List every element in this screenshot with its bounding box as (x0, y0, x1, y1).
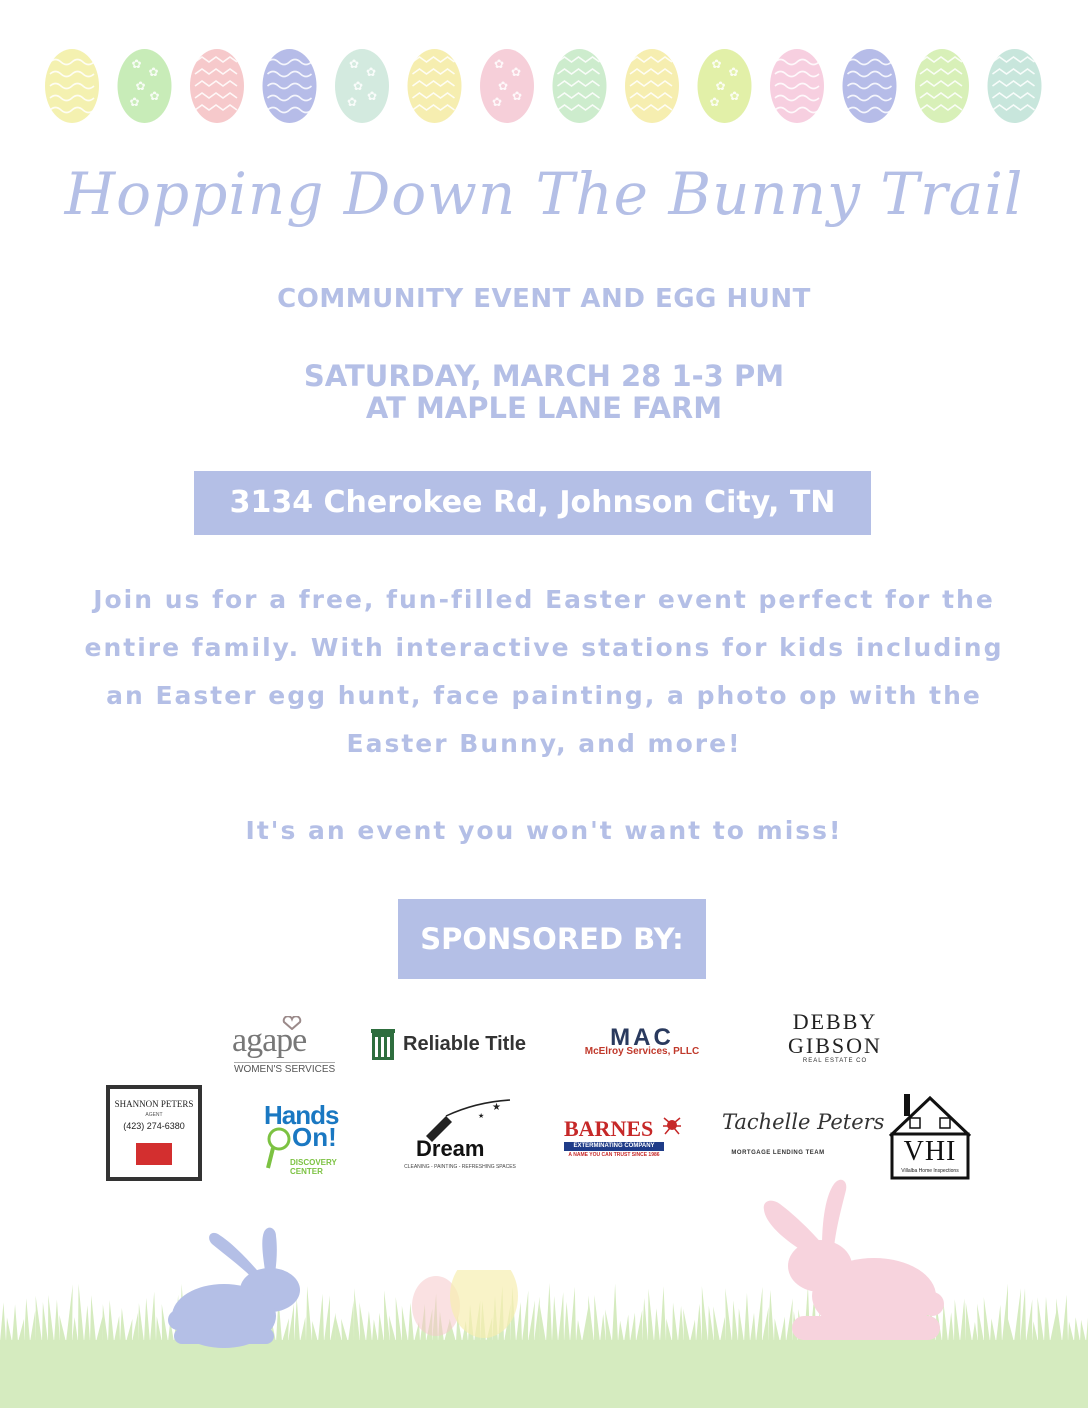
building-icon (371, 1029, 395, 1061)
flower-icon: ✿ (729, 89, 740, 103)
flower-icon: ✿ (715, 79, 726, 93)
flower-icon: ✿ (148, 65, 159, 79)
mac-name: MAC (610, 1024, 674, 1051)
flower-icon: ✿ (129, 95, 140, 109)
flower-icon: ✿ (135, 79, 146, 93)
closing-line: It's an event you won't want to miss! (245, 816, 843, 845)
flower-icon: ✿ (366, 89, 378, 103)
sponsors-heading: SPONSORED BY: (398, 899, 706, 979)
flower-icon: ✿ (511, 89, 523, 103)
dream-sub: CLEANING - PAINTING - REFRESHING SPACES (404, 1164, 516, 1170)
easter-egg (843, 49, 897, 123)
hands-sub1: DISCOVERY (290, 1158, 337, 1167)
reliable-name: Reliable Title (403, 1033, 527, 1055)
magnifier-icon (266, 1126, 292, 1172)
event-subtitle: COMMUNITY EVENT AND EGG HUNT (277, 284, 811, 314)
easter-egg (770, 49, 824, 123)
flower-icon: ✿ (346, 95, 358, 109)
vhi-logo (886, 1092, 974, 1182)
flower-icon: ✿ (149, 89, 160, 103)
flower-icon: ✿ (348, 57, 360, 71)
debby-sub: REAL ESTATE CO (802, 1058, 868, 1064)
dream-name: Dream (416, 1136, 485, 1161)
spider-icon (662, 1114, 682, 1136)
egg-row (36, 44, 1052, 126)
tachelle-sub: MORTGAGE LENDING TEAM (731, 1150, 825, 1156)
easter-egg (480, 49, 534, 123)
egg-row-graphic (36, 44, 1052, 126)
flower-icon: ✿ (709, 95, 720, 109)
easter-egg (190, 49, 244, 123)
easter-egg (698, 49, 752, 123)
easter-egg (553, 49, 607, 123)
hands-line1: Hands (264, 1100, 339, 1130)
bunny-left (166, 1224, 306, 1352)
event-date-line: SATURDAY, MARCH 28 1-3 PM (303, 359, 785, 393)
barnes-name: BARNES (564, 1116, 654, 1141)
bunny-right (762, 1176, 946, 1344)
address-banner: 3134 Cherokee Rd, Johnson City, TN 37604 (194, 471, 871, 535)
easter-egg (263, 49, 317, 123)
reliable-title-logo (371, 1029, 541, 1063)
barnes-sub1: EXTERMINATING COMPANY (564, 1142, 664, 1151)
grass-ground (0, 1340, 1088, 1408)
insurance-badge (136, 1143, 172, 1165)
easter-egg (45, 49, 99, 123)
debby-line1: DEBBY (792, 1009, 878, 1034)
event-location-line: AT MAPLE LANE FARM (365, 391, 723, 425)
flower-icon: ✿ (491, 95, 503, 109)
flower-icon: ✿ (352, 79, 364, 93)
svg-text:★: ★ (492, 1102, 501, 1113)
easter-egg (408, 49, 462, 123)
flower-icon: ✿ (711, 57, 722, 71)
flower-icon: ✿ (365, 65, 377, 79)
vhi-sub: Villalba Home Inspections (901, 1168, 959, 1174)
barnes-sub2: A NAME YOU CAN TRUST SINCE 1986 (568, 1152, 660, 1158)
flower-icon: ✿ (728, 65, 739, 79)
easter-egg (988, 49, 1042, 123)
hands-sub2: CENTER (290, 1167, 323, 1176)
debby-gibson-logo (780, 1010, 890, 1070)
easter-egg (335, 49, 389, 123)
shannon-peters-logo (106, 1085, 202, 1181)
agape-sub: WOMEN'S SERVICES (234, 1064, 336, 1075)
event-date (0, 360, 1088, 424)
shannon-role: AGENT (145, 1112, 163, 1118)
debby-line2: GIBSON (788, 1033, 882, 1058)
vhi-name: VHI (903, 1136, 957, 1167)
barnes-logo (562, 1116, 686, 1164)
mac-logo (564, 1024, 724, 1060)
agape-logo (230, 1014, 334, 1076)
svg-text:★: ★ (478, 1113, 485, 1120)
agape-name: agape (232, 1022, 307, 1059)
tachelle-peters-logo (718, 1108, 885, 1170)
easter-egg (625, 49, 679, 123)
flower-icon: ✿ (131, 57, 142, 71)
flower-icon: ✿ (510, 65, 522, 79)
hands-line2: On! (292, 1122, 337, 1152)
tachelle-name: Tachelle Peters (722, 1110, 885, 1134)
shannon-name: SHANNON PETERS (114, 1099, 194, 1109)
mac-sub: McElroy Services, PLLC (584, 1046, 700, 1057)
hands-on-logo (262, 1100, 362, 1176)
easter-egg (118, 49, 172, 123)
dream-logo (392, 1098, 528, 1174)
page-title: Hopping Down The Bunny Trail (64, 160, 1024, 228)
easter-egg (915, 49, 969, 123)
flower-icon: ✿ (493, 57, 505, 71)
flower-icon: ✿ (497, 79, 509, 93)
hands-sub (290, 1158, 337, 1176)
event-description: Join us for a free, fun-filled Easter event perfect for the entire family. With interactive stations for kids including an Easter egg hunt, face painting, a photo op with the Easter Bunny, and more! (84, 585, 1004, 758)
shannon-phone: (423) 274-6380 (123, 1121, 185, 1131)
